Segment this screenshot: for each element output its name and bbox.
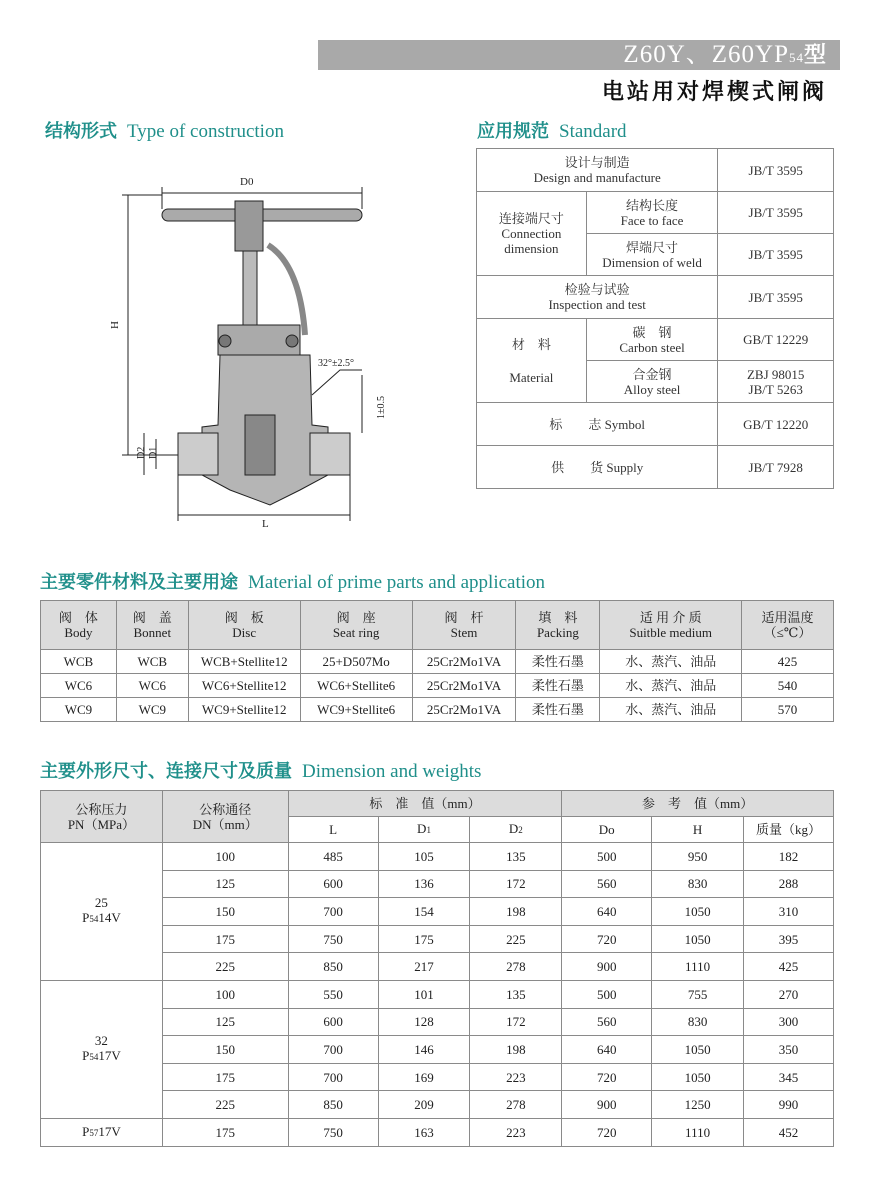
standard-heading-en: Standard bbox=[559, 121, 627, 142]
table-cell: WCB+Stellite12 bbox=[188, 650, 300, 674]
parts-header-cn: 适 用 介 质 bbox=[639, 610, 702, 625]
table-cell: 425 bbox=[744, 953, 834, 981]
table-cell: WC6+Stellite12 bbox=[188, 674, 300, 698]
dims-pn-header bbox=[41, 791, 163, 843]
supply-label: 供 货 Supply bbox=[477, 446, 718, 489]
dims-dn-header bbox=[162, 791, 288, 843]
table-cell: 720 bbox=[562, 925, 652, 953]
table-cell: WC6 bbox=[116, 674, 188, 698]
table-cell: 700 bbox=[288, 1063, 378, 1091]
table-cell: 850 bbox=[288, 1091, 378, 1119]
parts-header-row bbox=[41, 601, 834, 650]
table-cell: 1250 bbox=[652, 1091, 744, 1119]
table-cell: 700 bbox=[288, 1036, 378, 1064]
table-row bbox=[41, 1118, 834, 1146]
table-cell: WC6+Stellite6 bbox=[300, 674, 412, 698]
table-cell: 830 bbox=[652, 1008, 744, 1036]
parts-header-en: Stem bbox=[450, 625, 478, 640]
parts-header-en: Body bbox=[64, 625, 93, 640]
parts-header-cell bbox=[116, 601, 188, 650]
table-cell: 485 bbox=[288, 843, 378, 871]
parts-header-en: （≤℃） bbox=[763, 625, 812, 640]
table-cell: 395 bbox=[744, 925, 834, 953]
table-cell: 950 bbox=[652, 843, 744, 871]
parts-header-cn: 适用温度 bbox=[761, 610, 814, 625]
product-title: 电站用对焊楔式闸阀 bbox=[601, 80, 827, 105]
table-cell: 900 bbox=[562, 1091, 652, 1119]
weld-cn: 焊端尺寸 bbox=[626, 239, 679, 255]
parts-header-cell bbox=[600, 601, 742, 650]
table-cell: 125 bbox=[162, 870, 288, 898]
dims-ref-header: 参 考 值（mm） bbox=[562, 791, 834, 817]
table-cell: 452 bbox=[744, 1118, 834, 1146]
alloy-value-2: JB/T 5263 bbox=[748, 381, 803, 397]
table-cell: 25Cr2Mo1VA bbox=[412, 674, 516, 698]
table-cell: 105 bbox=[378, 843, 470, 871]
dims-dn-header-cn: 公称通径 bbox=[199, 801, 252, 817]
right-weld-end bbox=[310, 433, 350, 475]
table-cell: 600 bbox=[288, 870, 378, 898]
face-en: Face to face bbox=[620, 212, 684, 228]
subscript: 54 bbox=[89, 1052, 99, 1063]
standard-row-inspection bbox=[477, 276, 834, 319]
parts-header-cell bbox=[742, 601, 834, 650]
table-cell: WC9 bbox=[116, 698, 188, 722]
table-cell: 217 bbox=[378, 953, 470, 981]
table-cell: 柔性石墨 bbox=[516, 650, 600, 674]
alloy-value-1: ZBJ 98015 bbox=[746, 366, 805, 382]
face-value: JB/T 3595 bbox=[718, 192, 834, 234]
carbon-en: Carbon steel bbox=[619, 339, 685, 355]
connection-en-1: Connection bbox=[501, 226, 562, 241]
parts-header-cell bbox=[188, 601, 300, 650]
subscript: 2 bbox=[518, 825, 523, 835]
dims-col-header: D2 bbox=[470, 817, 562, 843]
table-cell: 278 bbox=[470, 1091, 562, 1119]
table-cell: 720 bbox=[562, 1063, 652, 1091]
table-cell: 830 bbox=[652, 870, 744, 898]
parts-header-cell bbox=[41, 601, 117, 650]
table-cell: 850 bbox=[288, 953, 378, 981]
table-cell: 500 bbox=[562, 843, 652, 871]
table-cell: 1050 bbox=[652, 925, 744, 953]
dims-heading-cn: 主要外形尺寸、连接尺寸及质量 bbox=[40, 761, 292, 782]
table-cell: 146 bbox=[378, 1036, 470, 1064]
dims-pn-header-cn: 公称压力 bbox=[75, 801, 128, 817]
parts-header-en: Packing bbox=[536, 625, 579, 640]
weld-en: Dimension of weld bbox=[602, 254, 702, 270]
material-en: Material bbox=[509, 369, 554, 385]
model-number bbox=[623, 40, 827, 70]
standard-row-design bbox=[477, 149, 834, 192]
table-cell: 270 bbox=[744, 980, 834, 1008]
pressure-cell bbox=[41, 1118, 163, 1146]
parts-header-en: Disc bbox=[232, 625, 257, 640]
parts-header-cn: 填 料 bbox=[538, 610, 578, 625]
inspection-en: Inspection and test bbox=[548, 297, 646, 312]
angle-label: 32°±2.5° bbox=[318, 358, 354, 369]
dims-col-header: H bbox=[652, 817, 744, 843]
table-cell: 900 bbox=[562, 953, 652, 981]
table-cell: 175 bbox=[162, 925, 288, 953]
pressure-class: P5417V bbox=[82, 1048, 121, 1064]
symbol-value: GB/T 12220 bbox=[718, 403, 834, 446]
d1-label: D1 bbox=[148, 446, 159, 459]
weld-value: JB/T 3595 bbox=[718, 234, 834, 276]
table-cell: 550 bbox=[288, 980, 378, 1008]
carbon-cn: 碳 钢 bbox=[632, 324, 672, 340]
table-cell: 172 bbox=[470, 1008, 562, 1036]
table-cell: 135 bbox=[470, 843, 562, 871]
dims-col-header: 质量（kg） bbox=[744, 817, 834, 843]
parts-header-cn: 阀 盖 bbox=[132, 610, 172, 625]
table-cell: 560 bbox=[562, 1008, 652, 1036]
table-cell: 300 bbox=[744, 1008, 834, 1036]
table-row bbox=[41, 698, 834, 722]
subscript: 1 bbox=[426, 825, 431, 835]
parts-header-cell bbox=[300, 601, 412, 650]
pressure-value: 32 bbox=[94, 1033, 108, 1049]
inspection-value: JB/T 3595 bbox=[718, 276, 834, 319]
table-cell: 750 bbox=[288, 925, 378, 953]
table-cell: 163 bbox=[378, 1118, 470, 1146]
table-cell: 1050 bbox=[652, 1063, 744, 1091]
parts-header-cn: 阀 板 bbox=[224, 610, 264, 625]
model-text: Z60Y、Z60YP bbox=[623, 41, 789, 68]
table-cell: 700 bbox=[288, 898, 378, 926]
table-cell: WC9+Stellite12 bbox=[188, 698, 300, 722]
table-cell: 水、蒸汽、油品 bbox=[600, 698, 742, 722]
construction-heading bbox=[45, 117, 284, 143]
parts-heading-en: Material of prime parts and application bbox=[248, 572, 546, 593]
table-cell: 150 bbox=[162, 1036, 288, 1064]
pressure-class: P5414V bbox=[82, 910, 121, 926]
material-cn: 材 料 bbox=[511, 336, 551, 352]
table-cell: 1110 bbox=[652, 953, 744, 981]
table-cell: 182 bbox=[744, 843, 834, 871]
table-cell: 136 bbox=[378, 870, 470, 898]
table-cell: 175 bbox=[162, 1118, 288, 1146]
supply-value: JB/T 7928 bbox=[718, 446, 834, 489]
pressure-value: 25 bbox=[94, 895, 108, 911]
table-cell: 125 bbox=[162, 1008, 288, 1036]
table-cell: 225 bbox=[162, 1091, 288, 1119]
table-cell: 345 bbox=[744, 1063, 834, 1091]
model-subscript: 54 bbox=[788, 50, 804, 65]
table-cell: 25+D507Mo bbox=[300, 650, 412, 674]
model-suffix: 型 bbox=[803, 43, 827, 68]
l-label: L bbox=[262, 518, 269, 530]
table-cell: 150 bbox=[162, 898, 288, 926]
table-cell: 154 bbox=[378, 898, 470, 926]
pressure-class: P5717V bbox=[82, 1123, 121, 1139]
table-cell: 25Cr2Mo1VA bbox=[412, 650, 516, 674]
dims-col-header: D1 bbox=[378, 817, 470, 843]
table-cell: 225 bbox=[162, 953, 288, 981]
dims-heading bbox=[40, 757, 481, 783]
parts-header-cell bbox=[516, 601, 600, 650]
dims-std-header: 标 准 值（mm） bbox=[288, 791, 562, 817]
alloy-en: Alloy steel bbox=[623, 381, 681, 397]
dims-col-header: Do bbox=[562, 817, 652, 843]
parts-header-en: Bonnet bbox=[133, 625, 172, 640]
standard-table bbox=[476, 148, 834, 489]
disc bbox=[245, 415, 275, 475]
table-cell: 350 bbox=[744, 1036, 834, 1064]
table-cell: 425 bbox=[742, 650, 834, 674]
standard-heading bbox=[477, 117, 627, 143]
standard-heading-cn: 应用规范 bbox=[477, 121, 549, 142]
dims-table bbox=[40, 790, 834, 1147]
parts-heading bbox=[40, 568, 545, 594]
dims-heading-en: Dimension and weights bbox=[302, 761, 482, 782]
parts-header-cn: 阀 杆 bbox=[444, 610, 484, 625]
table-row bbox=[41, 674, 834, 698]
table-cell: WCB bbox=[41, 650, 117, 674]
standard-row-carbon bbox=[477, 319, 834, 361]
dims-pn-header-en: PN（MPa） bbox=[67, 816, 136, 832]
connection-cn: 连接端尺寸 bbox=[498, 211, 564, 226]
table-cell: WC9 bbox=[41, 698, 117, 722]
table-cell: 1110 bbox=[652, 1118, 744, 1146]
dims-col-header: L bbox=[288, 817, 378, 843]
standard-row-face bbox=[477, 192, 834, 234]
table-cell: 209 bbox=[378, 1091, 470, 1119]
design-en: Design and manufacture bbox=[533, 170, 661, 185]
parts-header-en: Seat ring bbox=[332, 625, 380, 640]
table-cell: 600 bbox=[288, 1008, 378, 1036]
standard-row-symbol bbox=[477, 403, 834, 446]
table-cell: 223 bbox=[470, 1118, 562, 1146]
subscript: 57 bbox=[89, 1127, 99, 1138]
table-cell: 500 bbox=[562, 980, 652, 1008]
subscript: 54 bbox=[89, 914, 99, 925]
table-cell: 223 bbox=[470, 1063, 562, 1091]
table-cell: 225 bbox=[470, 925, 562, 953]
table-cell: 135 bbox=[470, 980, 562, 1008]
table-cell: 1050 bbox=[652, 1036, 744, 1064]
table-cell: 570 bbox=[742, 698, 834, 722]
pressure-cell bbox=[41, 843, 163, 981]
valve-drawing bbox=[100, 165, 390, 530]
table-cell: 640 bbox=[562, 1036, 652, 1064]
table-cell: 128 bbox=[378, 1008, 470, 1036]
table-cell: 750 bbox=[288, 1118, 378, 1146]
tolerance-label: 1±0.5 bbox=[376, 396, 387, 419]
table-cell: 100 bbox=[162, 843, 288, 871]
parts-table bbox=[40, 600, 834, 722]
dims-dn-header-en: DN（mm） bbox=[192, 816, 258, 832]
construction-heading-cn: 结构形式 bbox=[45, 121, 117, 142]
table-cell: 水、蒸汽、油品 bbox=[600, 674, 742, 698]
construction-heading-en: Type of construction bbox=[127, 121, 284, 142]
table-cell: 169 bbox=[378, 1063, 470, 1091]
parts-heading-cn: 主要零件材料及主要用途 bbox=[40, 572, 238, 593]
table-cell: 560 bbox=[562, 870, 652, 898]
parts-header-cell bbox=[412, 601, 516, 650]
d2-label: D2 bbox=[136, 446, 147, 459]
d0-label: D0 bbox=[240, 176, 254, 188]
connection-en-2: dimension bbox=[504, 241, 559, 256]
table-cell: 310 bbox=[744, 898, 834, 926]
inspection-cn: 检验与试验 bbox=[564, 282, 630, 297]
parts-header-cn: 阀 体 bbox=[58, 610, 98, 625]
pressure-cell bbox=[41, 980, 163, 1118]
standard-row-supply bbox=[477, 446, 834, 489]
symbol-label: 标 志 Symbol bbox=[477, 403, 718, 446]
table-cell: 100 bbox=[162, 980, 288, 1008]
table-cell: 175 bbox=[162, 1063, 288, 1091]
table-cell: WC9+Stellite6 bbox=[300, 698, 412, 722]
design-value: JB/T 3595 bbox=[718, 149, 834, 192]
face-cn: 结构长度 bbox=[626, 197, 679, 213]
table-row bbox=[41, 843, 834, 871]
dims-header-row-1 bbox=[41, 791, 834, 817]
table-cell: 990 bbox=[744, 1091, 834, 1119]
table-cell: WCB bbox=[116, 650, 188, 674]
table-cell: 198 bbox=[470, 898, 562, 926]
table-cell: 175 bbox=[378, 925, 470, 953]
table-cell: 198 bbox=[470, 1036, 562, 1064]
yoke-nut bbox=[235, 201, 263, 251]
table-cell: 25Cr2Mo1VA bbox=[412, 698, 516, 722]
table-cell: 755 bbox=[652, 980, 744, 1008]
table-cell: 水、蒸汽、油品 bbox=[600, 650, 742, 674]
carbon-value: GB/T 12229 bbox=[718, 319, 834, 361]
h-label: H bbox=[109, 321, 121, 329]
table-cell: 288 bbox=[744, 870, 834, 898]
table-cell: WC6 bbox=[41, 674, 117, 698]
table-cell: 101 bbox=[378, 980, 470, 1008]
table-cell: 640 bbox=[562, 898, 652, 926]
table-row bbox=[41, 980, 834, 1008]
table-cell: 720 bbox=[562, 1118, 652, 1146]
table-cell: 柔性石墨 bbox=[516, 674, 600, 698]
table-cell: 柔性石墨 bbox=[516, 698, 600, 722]
parts-header-en: Suitble medium bbox=[629, 625, 713, 640]
design-cn: 设计与制造 bbox=[564, 155, 630, 170]
table-cell: 540 bbox=[742, 674, 834, 698]
table-cell: 1050 bbox=[652, 898, 744, 926]
table-cell: 278 bbox=[470, 953, 562, 981]
table-row bbox=[41, 650, 834, 674]
table-cell: 172 bbox=[470, 870, 562, 898]
alloy-cn: 合金钢 bbox=[632, 366, 672, 382]
left-weld-end bbox=[178, 433, 218, 475]
parts-header-cn: 阀 座 bbox=[336, 610, 376, 625]
